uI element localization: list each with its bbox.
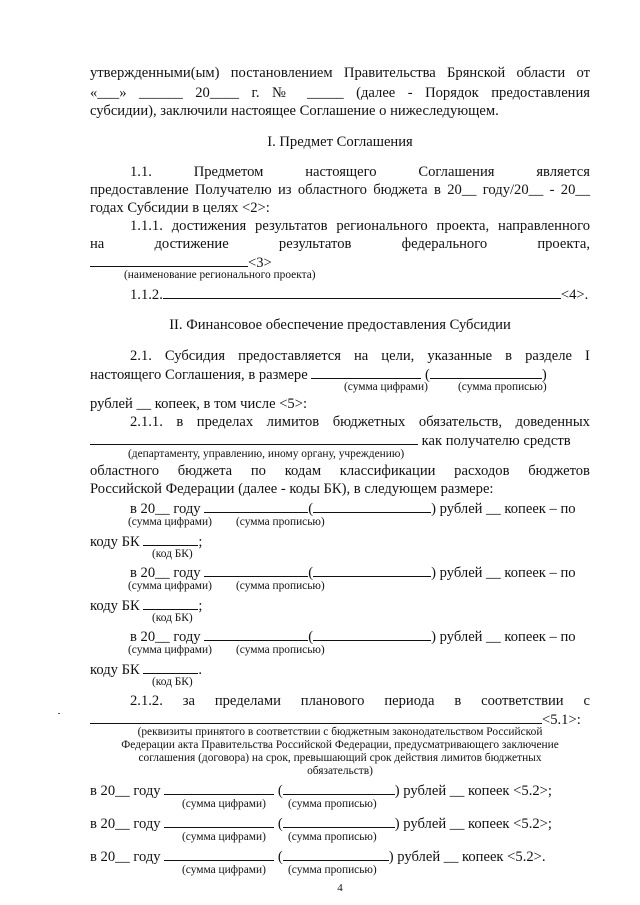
note-sum-digits: (сумма цифрами) <box>182 864 266 876</box>
note-sum-digits: (сумма цифрами) <box>128 516 212 528</box>
year-row-3: в 20__ году ( ) рублей __ копеек – по <box>130 629 576 645</box>
note-sum-digits: (сумма цифрами) <box>128 580 212 592</box>
note-kbk: (код БК) <box>152 612 193 624</box>
clause-2-1-1-line-3 <box>90 462 590 480</box>
word: доведенных <box>515 414 590 430</box>
clause-1-1-2: 1.1.2. <4>. <box>130 287 589 303</box>
year-row-1: в 20__ году ( ) рублей __ копеек – по <box>130 501 576 517</box>
word: в <box>176 414 184 430</box>
word: по <box>250 463 266 479</box>
word: с <box>583 693 590 709</box>
word: пределах <box>196 414 254 430</box>
clause-2-1-line-1 <box>130 347 590 365</box>
word: соответствии <box>481 693 564 709</box>
word: федерального <box>401 236 488 252</box>
word: разделе <box>525 348 573 364</box>
note-department: (департаменту, управлению, иному органу, учреждению) <box>128 448 405 460</box>
word: расходов <box>454 463 510 479</box>
note-sum-digits: (сумма цифрами) <box>344 381 428 393</box>
regional-project-field: <3> <box>90 253 272 272</box>
clause-2-1-line-3: рублей __ копеек, в том числе <5>: <box>90 396 308 412</box>
note-kbk: (код БК) <box>152 676 193 688</box>
word: 2.1.1. <box>130 414 163 430</box>
word: достижение <box>154 236 229 252</box>
word: за <box>182 693 195 709</box>
note-sum-words: (сумма прописью) <box>288 831 377 843</box>
note-sum-words: (сумма прописью) <box>288 864 377 876</box>
kbk-row-1: коду БК ; <box>90 534 203 550</box>
note-sum-words: (сумма прописью) <box>236 516 325 528</box>
word: периода <box>384 693 435 709</box>
word: классификации <box>339 463 436 479</box>
word: Предметом <box>193 164 264 180</box>
note-kbk: (код БК) <box>152 548 193 560</box>
clause-1-1-line-1 <box>130 163 590 181</box>
note-sum-digits: (сумма цифрами) <box>182 798 266 810</box>
word: цели, <box>381 348 415 364</box>
word: настоящего <box>305 164 377 180</box>
note-requisites-3: соглашения (договора) на срок, превышающий срок действия лимитов бюджетных <box>138 752 542 764</box>
intro-line-2: «___» ______ 20____ г. № _____ (далее - Порядок предоставления <box>90 85 590 101</box>
clause-2-1-1-line-2: как получателю средств <box>90 431 571 450</box>
year-row-2: в 20__ году ( ) рублей __ копеек – по <box>130 565 576 581</box>
word: кодам <box>284 463 322 479</box>
word: в <box>454 693 462 709</box>
note-sum-words: (сумма прописью) <box>236 580 325 592</box>
note-sum-digits: (сумма цифрами) <box>128 644 212 656</box>
word: проекта, <box>537 236 590 252</box>
clause-1-1-line-2: предоставление Получателю из областного бюджета в 20__ году/20__ - 20__ <box>90 182 590 198</box>
beyond-year-row-3: в 20__ году ( ) рублей __ копеек <5.2>. <box>90 849 546 865</box>
note-sum-digits: (сумма цифрами) <box>182 831 266 843</box>
word: бюджетных <box>332 414 406 430</box>
word: пределами <box>214 693 281 709</box>
clause-2-1-line-2: настоящего Соглашения, в размере ( ) <box>90 367 547 383</box>
note-sum-words: (сумма прописью) <box>288 798 377 810</box>
word: обязательств, <box>418 414 502 430</box>
clause-1-1-line-3: годах Субсидии в целях <2>: <box>90 200 270 216</box>
word: на <box>90 236 105 252</box>
word: в <box>505 348 513 364</box>
kbk-row-3: коду БК . <box>90 662 203 678</box>
word: областного <box>90 463 159 479</box>
clause-1-1-1-line-2 <box>90 235 590 253</box>
beyond-year-row-2: в 20__ году ( ) рублей __ копеек <5.2>; <box>90 816 552 832</box>
word: Соглашения <box>418 164 495 180</box>
word: предоставляется <box>238 348 341 364</box>
clause-2-1-2-line-1 <box>130 692 590 710</box>
word: бюджета <box>177 463 233 479</box>
page-number: 4 <box>337 882 343 894</box>
word: на <box>353 348 369 364</box>
word: указанные <box>427 348 493 364</box>
word: 2.1. <box>130 348 152 364</box>
note-sum-words: (сумма прописью) <box>236 644 325 656</box>
word: 1.1. <box>130 164 152 180</box>
clause-2-1-1-line-1 <box>130 413 590 431</box>
clause-1-1-1-line-1: 1.1.1. достижения результатов регионального проекта, направленного <box>130 218 590 234</box>
section-2-heading: II. Финансовое обеспечение предоставления Субсидии <box>169 317 511 333</box>
word: I <box>585 348 590 364</box>
note-requisites-1: (реквизиты принятого в соответствии с бюджетным законодательством Российской <box>137 726 543 738</box>
word: 2.1.2. <box>130 693 163 709</box>
note-sum-words: (сумма прописью) <box>458 381 547 393</box>
section-1-heading: I. Предмет Соглашения <box>267 134 413 150</box>
intro-line-3: субсидии), заключили настоящее Соглашение о нижеследующем. <box>90 103 499 119</box>
word: планового <box>300 693 365 709</box>
word: является <box>536 164 590 180</box>
scan-mark <box>58 713 60 714</box>
intro-line-1: утвержденными(ым) постановлением Правительства Брянской области от <box>90 65 590 81</box>
note-regional-project: (наименование регионального проекта) <box>124 269 316 281</box>
note-requisites-4: обязательств) <box>307 765 373 777</box>
word: лимитов <box>266 414 320 430</box>
kbk-row-2: коду БК ; <box>90 598 203 614</box>
word: Субсидия <box>164 348 226 364</box>
note-requisites-2: Федерации акта Правительства Российской Федерации, предусматривающего заключение <box>121 739 559 751</box>
clause-2-1-1-line-4: Российской Федерации (далее - коды БК), в следующем размере: <box>90 481 494 497</box>
word: результатов <box>278 236 352 252</box>
clause-2-1-2-line-2: <5.1>: <box>90 710 581 729</box>
word: бюджетов <box>528 463 590 479</box>
beyond-year-row-1: в 20__ году ( ) рублей __ копеек <5.2>; <box>90 783 552 799</box>
